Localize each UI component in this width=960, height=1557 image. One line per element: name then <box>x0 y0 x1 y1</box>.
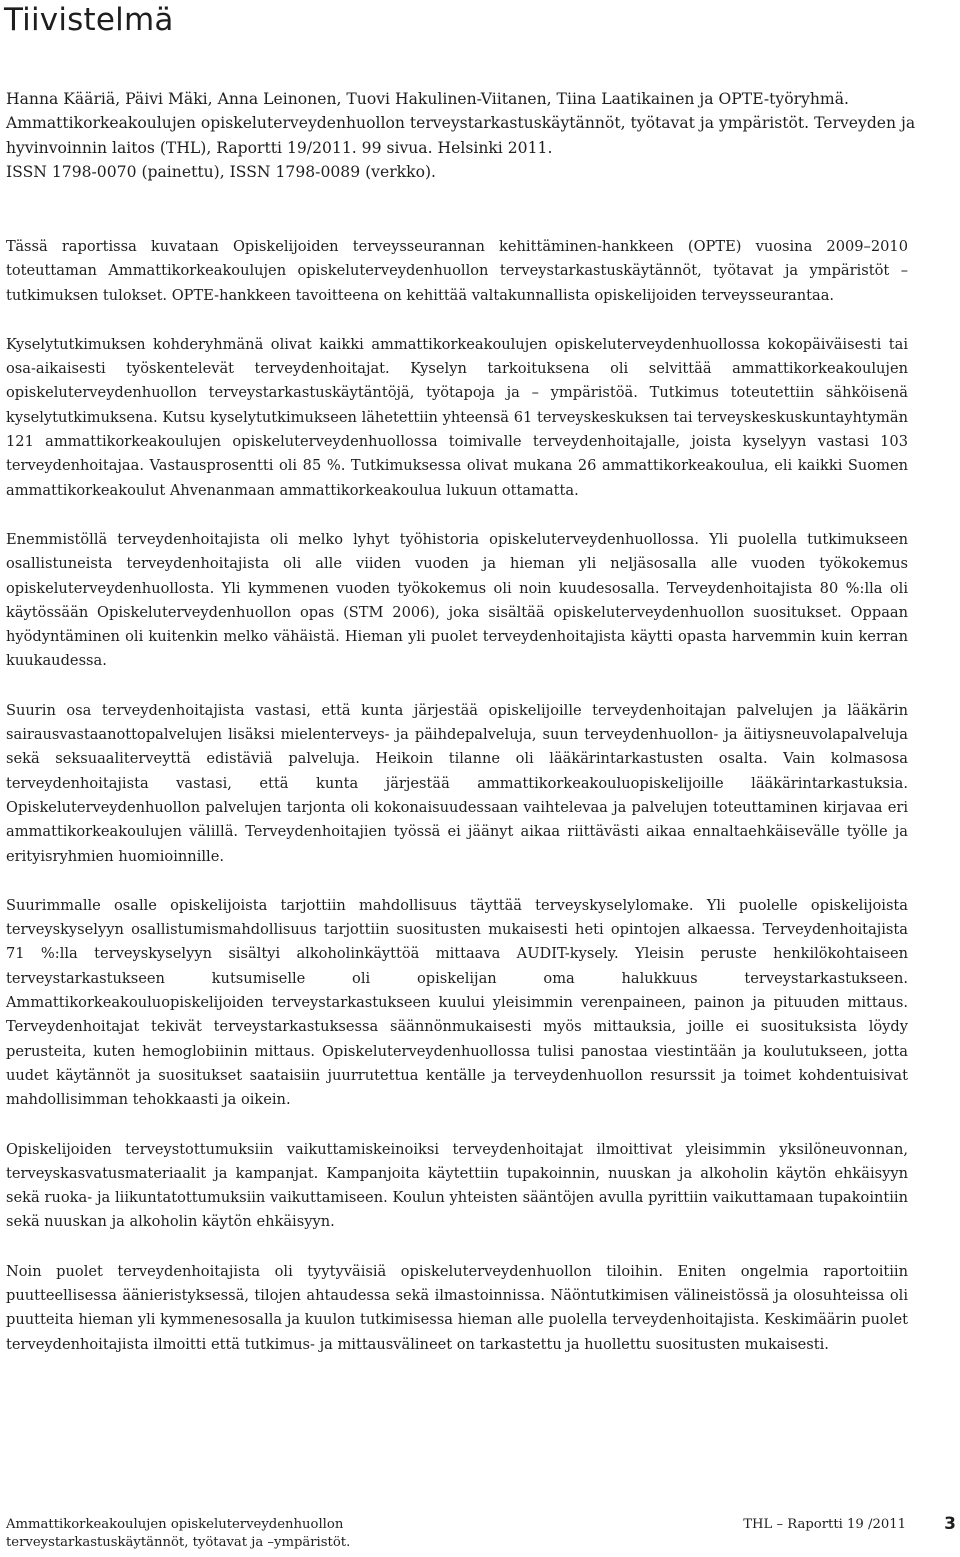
paragraph-health-checks: Suurimmalle osalle opiskelijoista tarjottiin mahdollisuus täyttää terveyskyselylomake. Yli puolelle opiskelijoista terveyskyselyyn osallistumismahdollisuus tarjottiin suositusten mukaisesti heti opintojen alkaessa. Terveydenhoitajista 71 %:lla terveyskyselyyn sisältyi alkoholinkäyttöä mittaava AUDIT-kysely. Yleisin peruste henkilökohtaiseen terveystarkastukseen kutsumiselle oli opiskelijan oma halukkuus terveystarkastukseen. Ammattikorkeakouluopiskelijoiden terveystarkastukseen kuului yleisimmin verenpaineen, painon ja pituuden mittaus. Terveydenhoitajat tekivät terveystarkastuksessa säännönmukaisesti myös mittauksia, joille ei suosituksista löydy perusteita, kuten hemoglobiinin mittaus. Opiskeluterveydenhuollossa tulisi panostaa viestintään ja koulutukseen, jotta uudet käytännöt ja suositukset saataisiin juurrutettua kentälle ja terveydenhuollon resurssit ja toimet kohdentuisivat mahdollisimman tehokkaasti ja oikein. <box>6 896 908 1109</box>
footer-line-2: terveystarkastuskäytännöt, työtavat ja –ympäristöt. <box>6 1535 351 1550</box>
paragraph-facilities: Noin puolet terveydenhoitajista oli tyytyväisiä opiskeluterveydenhuollon tiloihin. Eniten ongelmia raportoitiin puutteellisessa äänieristyksessä, tilojen ahtaudessa sekä ilmastoinnissa. Näöntutkimisen välineistössä ja olosuhteissa oli puutteita hieman yli kymmenesosalla ja kuulon tutkimisessa hieman alle puolella terveydenhoitajista. Keskimäärin puolet terveydenhoitajista ilmoitti että tutkimus- ja mittausvälineet on tarkastettu ja huollettu suositusten mukaisesti. <box>6 1262 908 1353</box>
abstract-body <box>6 235 908 1382</box>
issn-line: ISSN 1798-0070 (painettu), ISSN 1798-0089 (verkko). <box>6 162 436 181</box>
paragraph-work-experience: Enemmistöllä terveydenhoitajista oli melko lyhyt työhistoria opiskeluterveydenhuollossa. Yli puolella tutkimukseen osallistuneista terveydenhoitajista oli alle viiden vuoden ja hieman yli neljäsosalla alle vuoden työkokemus opiskeluterveydenhuollosta. Yli kymmenen vuoden työkokemus oli noin kuudesosalla. Terveydenhoitajista 80 %:lla oli käytössään Opiskeluterveydenhuollon opas (STM 2006), joka sisältää opiskeluterveydenhuollon suositukset. Oppaan hyödyntäminen oli kuitenkin melko vähäistä. Hieman yli puolet terveydenhoitajista käytti opasta harvemmin kuin kerran kuukaudessa. <box>6 530 908 670</box>
citation <box>6 87 926 184</box>
paragraph-intro: Tässä raportissa kuvataan Opiskelijoiden terveysseurannan kehittäminen-hankkeen (OPTE) vuosina 2009–2010 toteuttaman Ammattikorkeakoulujen opiskeluterveydenhuollon terveystarkastuskäytännöt, työtavat ja ympäristöt – tutkimuksen tulokset. OPTE-hankkeen tavoitteena on kehittää valtakunnallista opiskelijoiden terveysseurantaa. <box>6 238 908 304</box>
paragraph-survey: Kyselytutkimuksen kohderyhmänä olivat kaikki ammattikorkeakoulujen opiskeluterveydenhuollossa kokopäiväisesti tai osa-aikaisesti työskentelevät terveydenhoitajat. Kyselyn tarkoituksena oli selvittää ammattikorkeakoulujen opiskeluterveydenhuollon terveystarkastuskäytäntöjä, työtapoja ja – ympäristöä. Tutkimus toteutettiin sähköisenä kyselytutkimuksena. Kutsu kyselytutkimukseen lähetettiin yhteensä 61 terveyskeskuksen tai terveyskeskuskuntayhtymän 121 ammattikorkeakoulujen opiskeluterveydenhuollossa toimivalle terveydenhoitajalle, joista kyselyyn vastasi 103 terveydenhoitajaa. Vastausprosentti oli 85 %. Tutkimuksessa olivat mukana 26 ammattikorkeakoulua, eli kaikki Suomen ammattikorkeakoulut Ahvenanmaan ammattikorkeakoulua lukuun ottamatta. <box>6 335 908 499</box>
citation-text: Hanna Kääriä, Päivi Mäki, Anna Leinonen, Tuovi Hakulinen-Viitanen, Tiina Laatikainen ja OPTE-työryhmä. Ammattikorkeakoulujen opiskeluterveydenhuollon terveystarkastuskäytännöt, työtavat ja ympäristöt. Terveyden ja hyvinvoinnin laitos (THL), Raportti 19/2011. 99 sivua. Helsinki 2011. <box>6 90 916 157</box>
paragraph-services: Suurin osa terveydenhoitajista vastasi, että kunta järjestää opiskelijoille terveydenhoitajan palvelujen ja lääkärin sairausvastaanottopalvelujen lisäksi mielenterveys- ja päihdepalveluja, suun terveydenhuollon- ja äitiysneuvolapalveluja sekä seksuaaliterveyttä edistäviä palveluja. Heikoin tilanne oli lääkärintarkastusten osalta. Vain kolmasosa terveydenhoitajista vastasi, että kunta järjestää ammattikorkeakouluopiskelijoille lääkärintarkastuksia. Opiskeluterveydenhuollon palvelujen tarjonta oli kokonaisuudessaan vaihtelevaa ja palvelujen toteuttaminen kirjavaa eri ammattikorkeakoulujen välillä. Terveydenhoitajien työssä ei jäänyt aikaa riittävästi aikaa ennaltaehkäisevälle työlle ja erityisryhmien huomioinnille. <box>6 701 908 865</box>
page-title: Tiivistelmä <box>4 2 174 38</box>
footer-report-label: THL – Raportti 19 /2011 <box>743 1517 906 1532</box>
paragraph-habits: Opiskelijoiden terveystottumuksiin vaikuttamiskeinoiksi terveydenhoitajat ilmoittivat yleisimmin yksilöneuvonnan, terveyskasvatusmateriaalit ja kampanjat. Kampanjoita käytettiin tupakoinnin, nuuskan ja alkoholin käytön ehkäisyyn sekä ruoka- ja liikuntatottumuksiin vaikuttamiseen. Koulun yhteisten sääntöjen avulla pyrittiin vaikuttamaan tupakointiin sekä nuuskan ja alkoholin käytön ehkäisyyn. <box>6 1140 908 1231</box>
page-number: 3 <box>944 1514 956 1534</box>
footer-publication-title <box>6 1516 350 1552</box>
footer-line-1: Ammattikorkeakoulujen opiskeluterveydenhuollon <box>6 1517 344 1532</box>
